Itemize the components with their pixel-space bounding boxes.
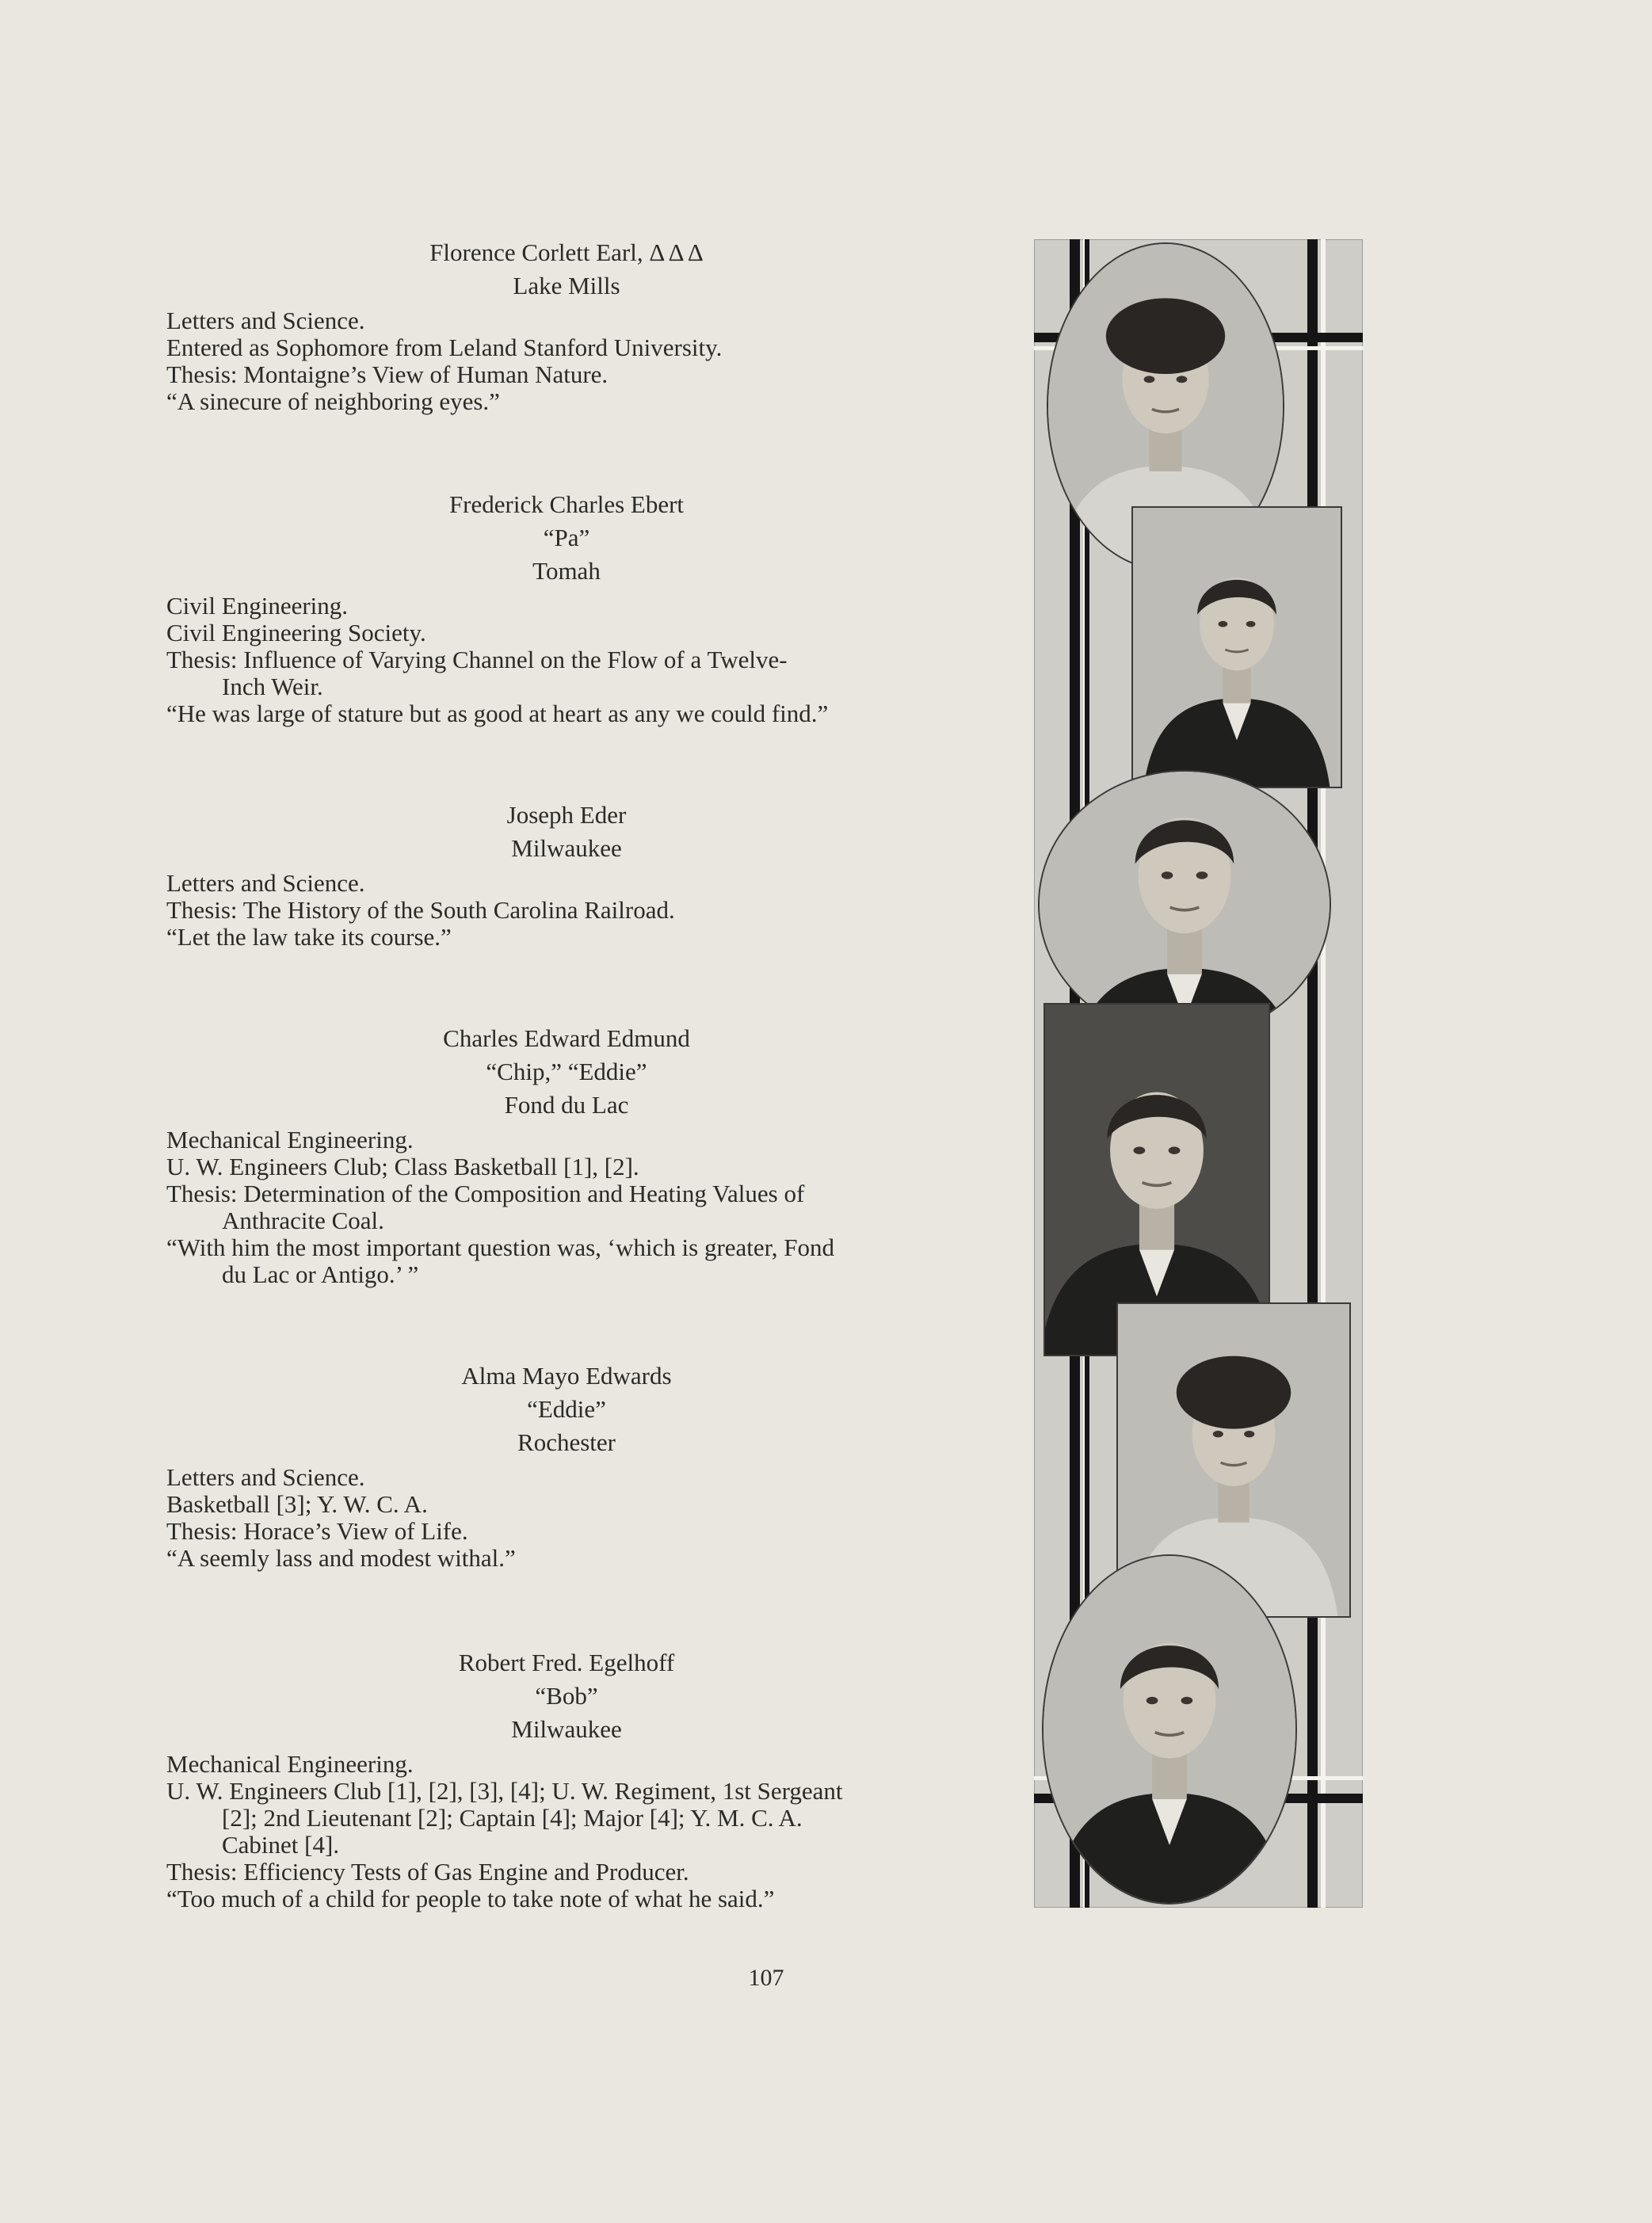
page-number: 107: [748, 1965, 784, 1991]
entry-line: Basketball [3]; Y. W. C. A.: [166, 1490, 428, 1518]
entry-line: Thesis: Horace’s View of Life.: [166, 1517, 468, 1545]
entry-charles-edmund: [166, 1022, 967, 1288]
entry-header: [166, 799, 967, 865]
entry-line: Thesis: The History of the South Carolina Railroad.: [166, 896, 675, 924]
entry-line: Thesis: Determination of the Composition and Heating Values of: [166, 1180, 805, 1207]
entry-line: [2]; 2nd Lieutenant [2]; Captain [4]; Major [4]; Y. M. C. A.: [222, 1804, 803, 1832]
entry-line: U. W. Engineers Club [1], [2], [3], [4]; U. W. Regiment, 1st Sergeant: [166, 1777, 843, 1805]
entry-line: “A seemly lass and modest withal.”: [166, 1544, 516, 1572]
entry-header: [166, 488, 967, 588]
student-name: Robert Fred. Egelhoff: [458, 1649, 675, 1676]
student-name: Alma Mayo Edwards: [461, 1362, 672, 1390]
header-line: Fond du Lac: [504, 1091, 629, 1119]
entry-line: Civil Engineering Society.: [166, 619, 426, 646]
entry-line: Letters and Science.: [166, 1463, 365, 1491]
student-name: Florence Corlett Earl, Δ Δ Δ: [429, 238, 704, 266]
entry-line: Letters and Science.: [166, 869, 365, 897]
entry-line: “With him the most important question was, ‘which is greater, Fond: [166, 1234, 834, 1261]
entry-frederick-ebert: [166, 488, 967, 727]
student-name: Joseph Eder: [506, 801, 627, 829]
header-line: Lake Mills: [513, 272, 620, 299]
header-line: “Bob”: [535, 1682, 598, 1710]
entry-line: Mechanical Engineering.: [166, 1750, 414, 1778]
header-line: “Chip,” “Eddie”: [486, 1058, 647, 1085]
header-line: Tomah: [532, 557, 601, 585]
entry-alma-edwards: [166, 1359, 967, 1572]
entry-line: “A sinecure of neighboring eyes.”: [166, 387, 500, 415]
entry-header: [166, 1646, 967, 1746]
entry-line: Letters and Science.: [166, 307, 365, 334]
entry-line: Civil Engineering.: [166, 592, 349, 620]
entry-line: “Too much of a child for people to take note of what he said.”: [166, 1885, 775, 1912]
entry-line: Inch Weir.: [222, 673, 323, 700]
header-line: Milwaukee: [511, 1715, 622, 1743]
student-name: Charles Edward Edmund: [443, 1024, 690, 1052]
entry-robert-egelhoff: [166, 1646, 967, 1912]
portrait-strip: [1034, 239, 1363, 1908]
entry-line: Thesis: Influence of Varying Channel on the Flow of a Twelve-: [166, 646, 788, 673]
entry-line: Entered as Sophomore from Leland Stanford University.: [166, 334, 723, 361]
entry-line: du Lac or Antigo.’ ”: [222, 1260, 419, 1288]
entry-header: [166, 1359, 967, 1459]
entry-line: “He was large of stature but as good at heart as any we could find.”: [166, 700, 829, 727]
entry-header: [166, 1022, 967, 1122]
entry-line: Cabinet [4].: [222, 1831, 340, 1859]
portrait-frederick-ebert: [1131, 506, 1342, 788]
entry-line: Anthracite Coal.: [222, 1207, 384, 1234]
portrait-joseph-eder: [1038, 770, 1331, 1039]
header-line: Rochester: [517, 1428, 616, 1456]
entry-florence-earl: [166, 236, 967, 415]
entry-line: Thesis: Montaigne’s View of Human Nature.: [166, 360, 609, 388]
entry-line: U. W. Engineers Club; Class Basketball [1], [2].: [166, 1153, 639, 1180]
header-line: “Eddie”: [527, 1395, 606, 1423]
header-line: Milwaukee: [511, 834, 622, 862]
entry-joseph-eder: [166, 799, 967, 951]
entry-line: “Let the law take its course.”: [166, 923, 452, 951]
header-line: “Pa”: [543, 524, 590, 551]
portrait-robert-egelhoff: [1042, 1554, 1297, 1905]
entry-header: [166, 236, 967, 303]
entry-line: Thesis: Efficiency Tests of Gas Engine and Producer.: [166, 1858, 689, 1886]
entry-line: Mechanical Engineering.: [166, 1126, 414, 1153]
student-name: Frederick Charles Ebert: [448, 490, 685, 518]
